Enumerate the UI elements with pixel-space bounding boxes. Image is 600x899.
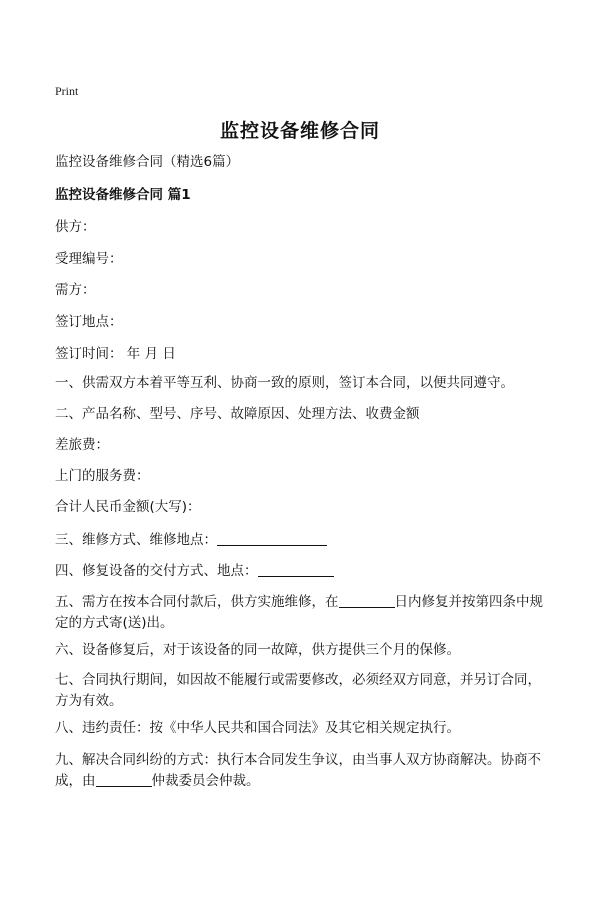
buyer-field: 需方：	[55, 282, 96, 298]
clause-9	[55, 750, 550, 792]
clause-5-text-a: 五、需方在按本合同付款后，供方实施维修，在	[55, 594, 339, 610]
document-title: 监控设备维修合同	[219, 120, 380, 142]
clause-9-blank	[96, 772, 152, 787]
clause-8: 八、违约责任：按《中华人民共和国合同法》及其它相关规定执行。	[55, 720, 460, 736]
clause-3	[55, 530, 555, 551]
clause-4-text: 四、修复设备的交付方式、地点：	[55, 563, 258, 579]
clause-9-text-a: 九、解决合同纠纷的方式：执行本合同发生争议，由当事人双方协商解决。协商不成，由	[55, 752, 541, 789]
clause-1: 一、供需双方本着平等互利、协商一致的原则，签订本合同，以便共同遵守。	[55, 375, 514, 391]
supplier-field: 供方：	[55, 219, 96, 235]
sign-time-field: 签订时间： 年 月 日	[55, 346, 176, 362]
clause-5	[55, 592, 550, 634]
sign-place-field: 签订地点：	[55, 314, 123, 330]
clause-9-text-b: 仲裁委员会仲裁。	[151, 773, 260, 789]
travel-fee-field: 差旅费：	[55, 437, 109, 453]
acceptance-number-field: 受理编号：	[55, 251, 123, 267]
clause-4	[55, 561, 555, 582]
clause-6: 六、设备修复后，对于该设备的同一故障，供方提供三个月的保修。	[55, 642, 460, 658]
clause-5-blank	[339, 593, 395, 608]
document-subtitle: 监控设备维修合同（精选6篇）	[55, 154, 240, 170]
service-fee-field: 上门的服务费：	[55, 468, 150, 484]
clause-3-text: 三、维修方式、维修地点：	[55, 532, 217, 548]
clause-7: 七、合同执行期间，如因故不能履行或需要修改，必须经双方同意，并另订合同，方为有效。	[55, 672, 541, 709]
clause-4-blank	[258, 562, 334, 577]
total-rmb-field: 合计人民币金额(大写)：	[55, 499, 201, 515]
print-link[interactable]: Print	[55, 84, 79, 98]
clause-2: 二、产品名称、型号、序号、故障原因、处理方法、收费金额	[55, 406, 420, 422]
clause-3-blank	[217, 531, 327, 546]
section-heading: 监控设备维修合同 篇1	[55, 187, 191, 203]
clause-5-text-b: 日内修复并按第四条中规定的方式寄(送)出。	[55, 594, 543, 631]
